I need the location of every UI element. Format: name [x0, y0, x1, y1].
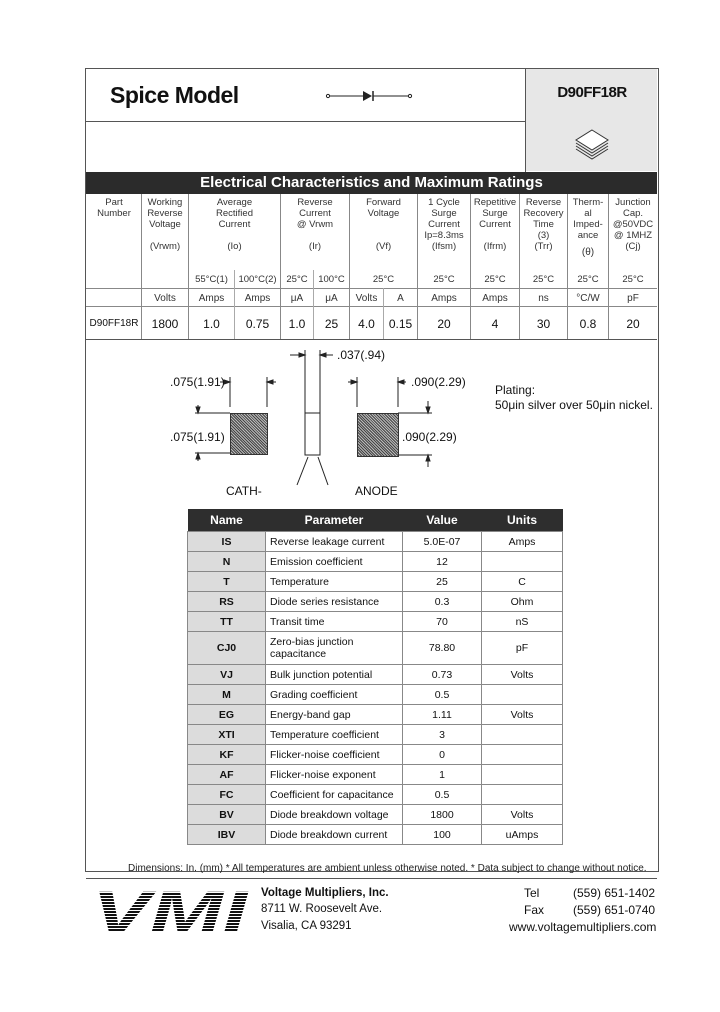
table-row [188, 552, 563, 572]
temp-cell: 25°C [577, 274, 599, 285]
unit-cell: Amps [482, 293, 508, 304]
value-cell-part: D90FF18R [89, 318, 139, 329]
table-row [188, 612, 563, 632]
page-title: Spice Model [110, 82, 239, 108]
param-name: M [188, 685, 266, 705]
divider [86, 878, 657, 879]
temp-cell: 100°C [318, 274, 345, 285]
param-name: CJ0 [188, 632, 266, 665]
param-unit [482, 765, 563, 785]
dim-left-top: .075(1.91) [170, 375, 225, 389]
fax-label: Fax [524, 903, 545, 917]
param-value: 0 [403, 745, 482, 765]
plating-text: 50μin silver over 50μin nickel. [495, 398, 653, 412]
logo-text: VMI [92, 884, 250, 936]
unit-cell: Volts [154, 293, 176, 304]
param-value: 1.11 [403, 705, 482, 725]
temp-cell: 25°C [532, 274, 555, 285]
diode-symbol-icon [325, 88, 415, 104]
unit-cell: Amps [198, 293, 225, 304]
param-unit [482, 725, 563, 745]
param-unit: C [482, 572, 563, 592]
param-unit [482, 745, 563, 765]
website-link[interactable]: www.voltagemultipliers.com [509, 920, 657, 934]
param-value: 12 [403, 552, 482, 572]
param-unit: uAmps [482, 825, 563, 845]
table-row [188, 592, 563, 612]
param-value: 1 [403, 765, 482, 785]
col-header-name: Name [188, 509, 266, 532]
col-header-cj: Junction Cap. @50VDC @ 1MHZ (Cj) [612, 197, 654, 252]
value-cell: 1.0 [203, 317, 220, 331]
theta-symbol: (θ) [581, 247, 595, 258]
value-cell: 0.15 [388, 317, 413, 331]
param-name: IBV [188, 825, 266, 845]
anode-label: ANODE [355, 484, 398, 498]
table-row [188, 725, 563, 745]
company-name: Voltage Multipliers, Inc. [261, 887, 389, 899]
temp-cell: 55°C(1) [195, 274, 228, 285]
param-unit [482, 785, 563, 805]
value-cell: 30 [536, 317, 551, 331]
param-unit: Volts [482, 665, 563, 685]
param-desc: Energy-band gap [266, 705, 403, 725]
section-title: Electrical Characteristics and Maximum Ratings [86, 172, 657, 194]
unit-cell: A [397, 293, 404, 304]
value-cell: 1.0 [288, 317, 306, 331]
unit-cell: Volts [355, 293, 378, 304]
param-desc: Transit time [266, 612, 403, 632]
param-value: 100 [403, 825, 482, 845]
param-name: FC [188, 785, 266, 805]
temp-cell: 25°C [433, 274, 455, 285]
col-header-part: Part Number [97, 197, 131, 219]
temp-cell: 25°C [372, 274, 395, 285]
plating-title: Plating: [495, 383, 536, 397]
value-cell: 20 [437, 317, 451, 331]
footnote: Dimensions: In. (mm) * All temperatures are ambient unless otherwise noted. * Data subject to change without notice. [128, 863, 647, 874]
param-value: 5.0E-07 [403, 532, 482, 552]
param-desc: Grading coefficient [266, 685, 403, 705]
package-icon [572, 126, 612, 162]
param-value: 78.80 [403, 632, 482, 665]
value-cell: 0.8 [579, 317, 597, 331]
divider [525, 69, 526, 172]
value-cell: 4 [491, 317, 499, 331]
param-desc: Diode series resistance [266, 592, 403, 612]
spice-parameters-table [187, 509, 563, 845]
dim-right-top: .090(2.29) [411, 375, 466, 389]
value-cell: 4.0 [358, 317, 375, 331]
param-name: T [188, 572, 266, 592]
table-row [188, 685, 563, 705]
param-value: 0.73 [403, 665, 482, 685]
param-name: VJ [188, 665, 266, 685]
param-desc: Flicker-noise coefficient [266, 745, 403, 765]
param-name: RS [188, 592, 266, 612]
dim-right-side: .090(2.29) [402, 430, 457, 444]
col-header-units: Units [482, 509, 563, 532]
param-value: 0.5 [403, 785, 482, 805]
param-unit: Volts [482, 705, 563, 725]
divider [86, 339, 657, 340]
col-header-thermal: Therm- al Imped- ance (θ) [568, 197, 608, 258]
unit-cell: μA [290, 293, 304, 304]
param-name: TT [188, 612, 266, 632]
value-cell: 25 [324, 317, 339, 331]
table-row [188, 572, 563, 592]
fax-number: (559) 651-0740 [573, 903, 656, 917]
unit-cell: μA [325, 293, 338, 304]
value-cell: 20 [626, 317, 640, 331]
param-name: KF [188, 745, 266, 765]
param-value: 1800 [403, 805, 482, 825]
dim-left-side: .075(1.91) [170, 430, 225, 444]
param-unit: pF [482, 632, 563, 665]
param-name: BV [188, 805, 266, 825]
value-cell: 1800 [151, 317, 179, 331]
end-view-right [357, 413, 399, 457]
param-name: AF [188, 765, 266, 785]
param-desc: Coefficient for capacitance [266, 785, 403, 805]
address-line-2: Visalia, CA 93291 [261, 920, 352, 932]
param-unit: Volts [482, 805, 563, 825]
table-row [188, 765, 563, 785]
param-desc: Flicker-noise exponent [266, 765, 403, 785]
table-row [188, 705, 563, 725]
param-desc: Diode breakdown current [266, 825, 403, 845]
unit-cell: pF [627, 293, 639, 304]
param-value: 0.3 [403, 592, 482, 612]
col-header-value: Value [403, 509, 482, 532]
param-unit [482, 685, 563, 705]
param-desc: Temperature [266, 572, 403, 592]
param-unit [482, 552, 563, 572]
param-desc: Zero-bias junction capacitance [266, 632, 403, 665]
table-row [188, 532, 563, 552]
param-name: N [188, 552, 266, 572]
table-row [188, 665, 563, 685]
col-header-io: Average Rectified Current (Io) [216, 197, 253, 252]
divider [86, 121, 526, 122]
unit-cell: ns [538, 293, 549, 304]
unit-cell: Amps [431, 293, 457, 304]
param-unit: nS [482, 612, 563, 632]
col-header-ifsm: 1 Cycle Surge Current Ip=8.3ms (Ifsm) [424, 197, 464, 252]
dim-top: .037(.94) [337, 348, 386, 362]
param-value: 25 [403, 572, 482, 592]
tel-number: (559) 651-1402 [573, 886, 656, 900]
part-number-title: D90FF18R [557, 84, 627, 101]
param-desc: Reverse leakage current [266, 532, 403, 552]
col-header-ifrm: Repetitive Surge Current (Ifrm) [473, 197, 517, 252]
col-header-vf: Forward Voltage (Vf) [366, 197, 401, 252]
param-desc: Bulk junction potential [266, 665, 403, 685]
col-header-trr: Reverse Recovery Time (3) (Trr) [523, 197, 564, 252]
unit-cell: Amps [244, 293, 271, 304]
param-name: IS [188, 532, 266, 552]
divider [86, 306, 657, 307]
tel-label: Tel [524, 886, 540, 900]
param-name: XTI [188, 725, 266, 745]
table-row [188, 825, 563, 845]
end-view-left [230, 413, 268, 455]
address-line-1: 8711 W. Roosevelt Ave. [261, 903, 383, 915]
param-value: 3 [403, 725, 482, 745]
temp-cell: 100°C(2) [238, 274, 277, 285]
table-row [188, 632, 563, 665]
temp-cell: 25°C [622, 274, 644, 285]
param-unit: Amps [482, 532, 563, 552]
param-value: 70 [403, 612, 482, 632]
value-cell: 0.75 [245, 317, 270, 331]
temp-cell: 25°C [484, 274, 506, 285]
vmi-logo [90, 884, 250, 936]
temp-cell: 25°C [286, 274, 308, 285]
divider [86, 288, 657, 289]
param-value: 0.5 [403, 685, 482, 705]
table-row [188, 785, 563, 805]
col-header-ir: Reverse Current @ Vrwm (Ir) [296, 197, 334, 252]
param-unit: Ohm [482, 592, 563, 612]
param-desc: Temperature coefficient [266, 725, 403, 745]
param-desc: Diode breakdown voltage [266, 805, 403, 825]
cathode-label: CATH- [226, 484, 262, 498]
dimension-drawing [190, 345, 450, 500]
unit-cell: °C/W [576, 293, 600, 304]
param-desc: Emission coefficient [266, 552, 403, 572]
col-header-vrwm: Working Reverse Voltage (Vrwm) [147, 197, 183, 252]
table-row [188, 805, 563, 825]
param-name: EG [188, 705, 266, 725]
col-header-parameter: Parameter [266, 509, 403, 532]
table-row [188, 745, 563, 765]
